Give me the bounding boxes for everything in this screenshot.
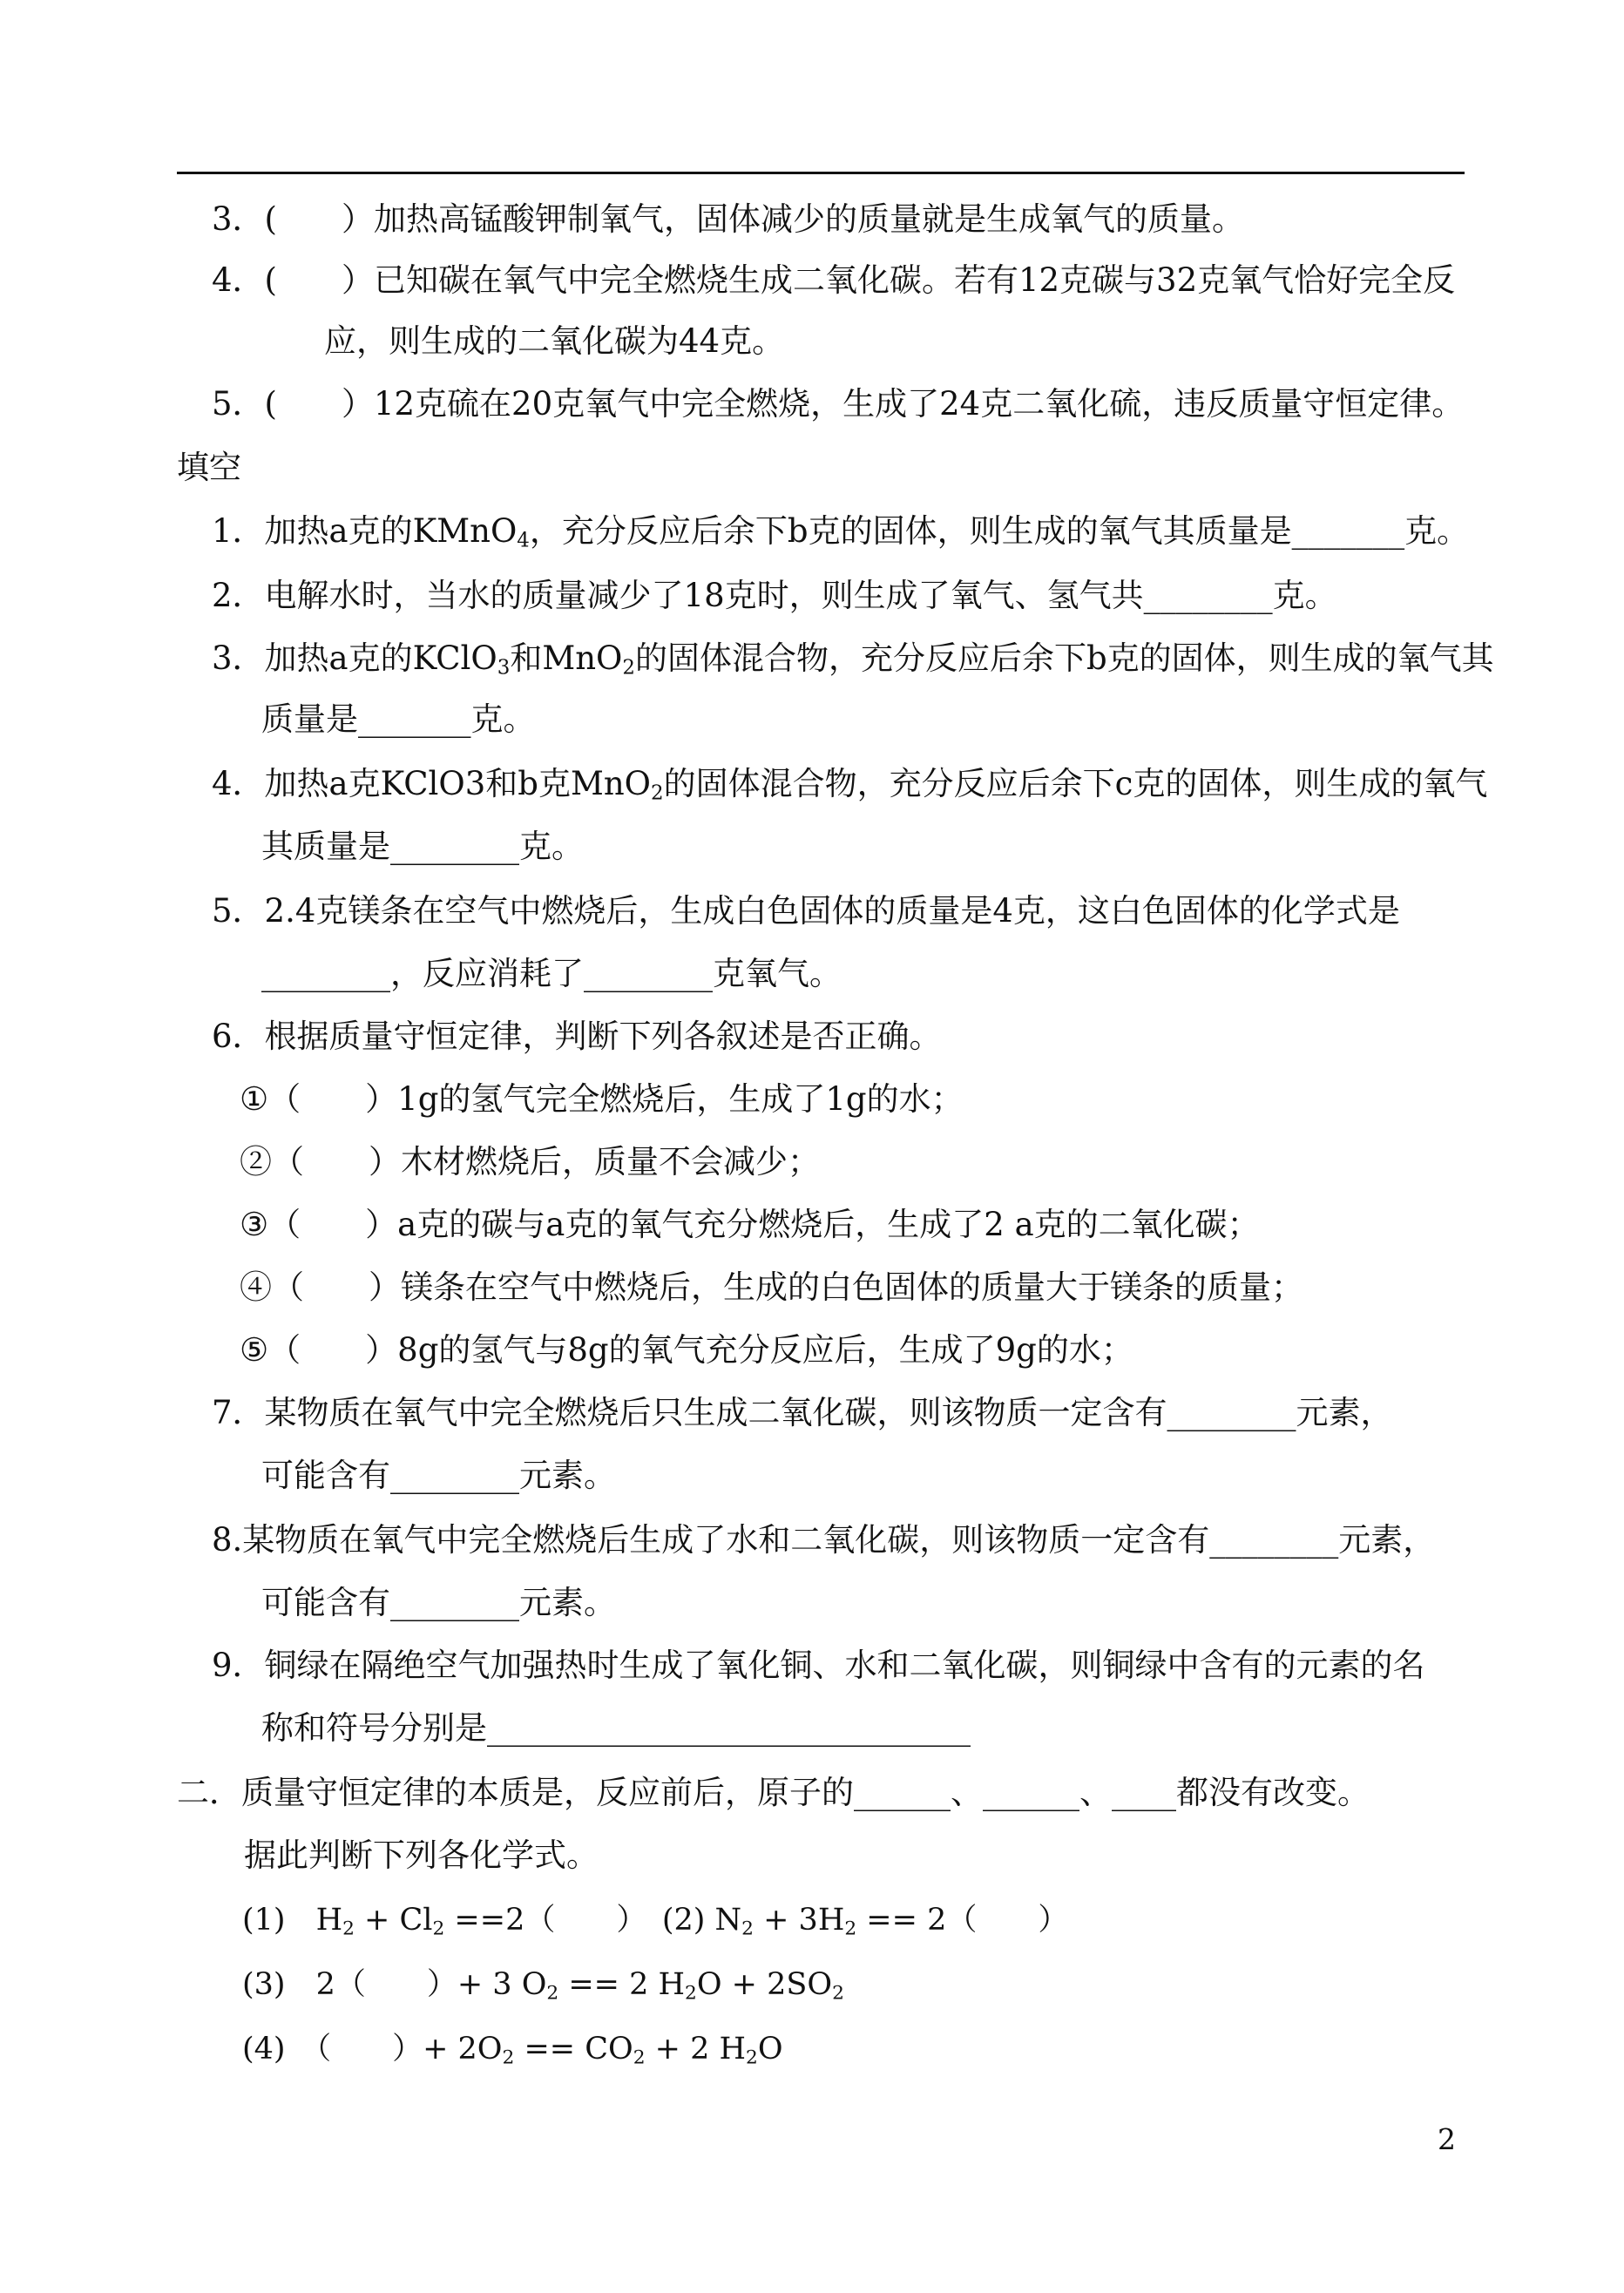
fill-q4-cont: 其质量是________克。	[261, 828, 584, 865]
judge-item-5: 5．( ）12克硫在20克氧气中完全燃烧，生成了24克二氧化硫，违反质量守恒定律。	[212, 385, 1465, 423]
fill-q6-option-4: ④（ ）镁条在空气中燃烧后，生成的白色固体的质量大于镁条的质量；	[240, 1268, 1303, 1306]
fill-q5: 5．2.4克镁条在空气中燃烧后，生成白色固体的质量是4克，这白色固体的化学式是	[212, 892, 1400, 930]
fill-q4: 4．加热a克KClO3和b克MnO$_2$的固体混合物，充分反应后余下c克的固体，则生成的氧气	[212, 765, 1488, 805]
judge-item-3: 3．( ）加热高锰酸钾制氧气，固体减少的质量就是生成氧气的质量。	[212, 200, 1244, 238]
section2-line1: 二．质量守恒定律的本质是，反应前后，原子的______、______、____都没有改变。	[177, 1774, 1370, 1811]
judge-item-4-cont: 应，则生成的二氧化碳为44克。	[324, 322, 785, 360]
equation-3: (3) 2（ ）+ 3 $O_2 == 2$ $H_2O + 2SO_2$	[242, 1967, 844, 2005]
fill-q3: 3．加热a克的KClO$_3$和MnO$_2$的固体混合物，充分反应后余下b克的固体，则生成的氧气其	[212, 639, 1494, 680]
fill-q6-stem: 6．根据质量守恒定律，判断下列各叙述是否正确。	[212, 1018, 942, 1055]
judge-item-4: 4．( ）已知碳在氧气中完全燃烧生成二氧化碳。若有12克碳与32克氧气恰好完全反	[212, 261, 1456, 299]
equation-4: (4) （ ）+ $2O_2 == CO_2 + 2$ $H_2O$	[242, 2032, 783, 2069]
fill-q9-cont: 称和符号分别是______________________________	[261, 1709, 971, 1747]
fill-heading: 填空	[177, 449, 241, 486]
fill-q8: 8.某物质在氧气中完全燃烧后生成了水和二氧化碳，则该物质一定含有________元素，	[212, 1521, 1436, 1559]
fill-q9: 9．铜绿在隔绝空气加强热时生成了氧化铜、水和二氧化碳，则铜绿中含有的元素的名	[212, 1647, 1425, 1684]
fill-q6-option-1: ①（ ）1g的氢气完全燃烧后，生成了1g的水；	[240, 1080, 964, 1118]
header-rule	[177, 172, 1465, 174]
fill-q6-option-2: ②（ ）木材燃烧后，质量不会减少；	[240, 1143, 820, 1180]
fill-q2: 2．电解水时，当水的质量减少了18克时，则生成了氧气、氢气共________克。	[212, 577, 1337, 614]
fill-q1: 1．加热a克的KMnO$_4$，充分反应后余下b克的固体，则生成的氧气其质量是_______克。	[212, 512, 1470, 552]
fill-q6-option-3: ③（ ）a克的碳与a克的氧气充分燃烧后，生成了2 a克的二氧化碳；	[240, 1206, 1260, 1243]
fill-q7: 7．某物质在氧气中完全燃烧后只生成二氧化碳，则该物质一定含有________元素，	[212, 1394, 1393, 1431]
fill-q5-cont: ________，反应消耗了________克氧气。	[261, 955, 842, 992]
equation-1-2: (1) $H_2 + Cl_2 ==2$（ ） (2) $N_2 + 3H_2 == 2$（ ）	[242, 1903, 1069, 1940]
fill-q7-cont: 可能含有________元素。	[261, 1457, 616, 1494]
fill-q6-option-5: ⑤（ ）8g的氢气与8g的氧气充分反应后，生成了9g的水；	[240, 1331, 1133, 1369]
fill-q3-cont: 质量是_______克。	[261, 700, 536, 738]
fill-q8-cont: 可能含有________元素。	[261, 1584, 616, 1621]
section2-line2: 据此判断下列各化学式。	[244, 1836, 599, 1874]
page-number: 2	[1438, 2122, 1456, 2156]
